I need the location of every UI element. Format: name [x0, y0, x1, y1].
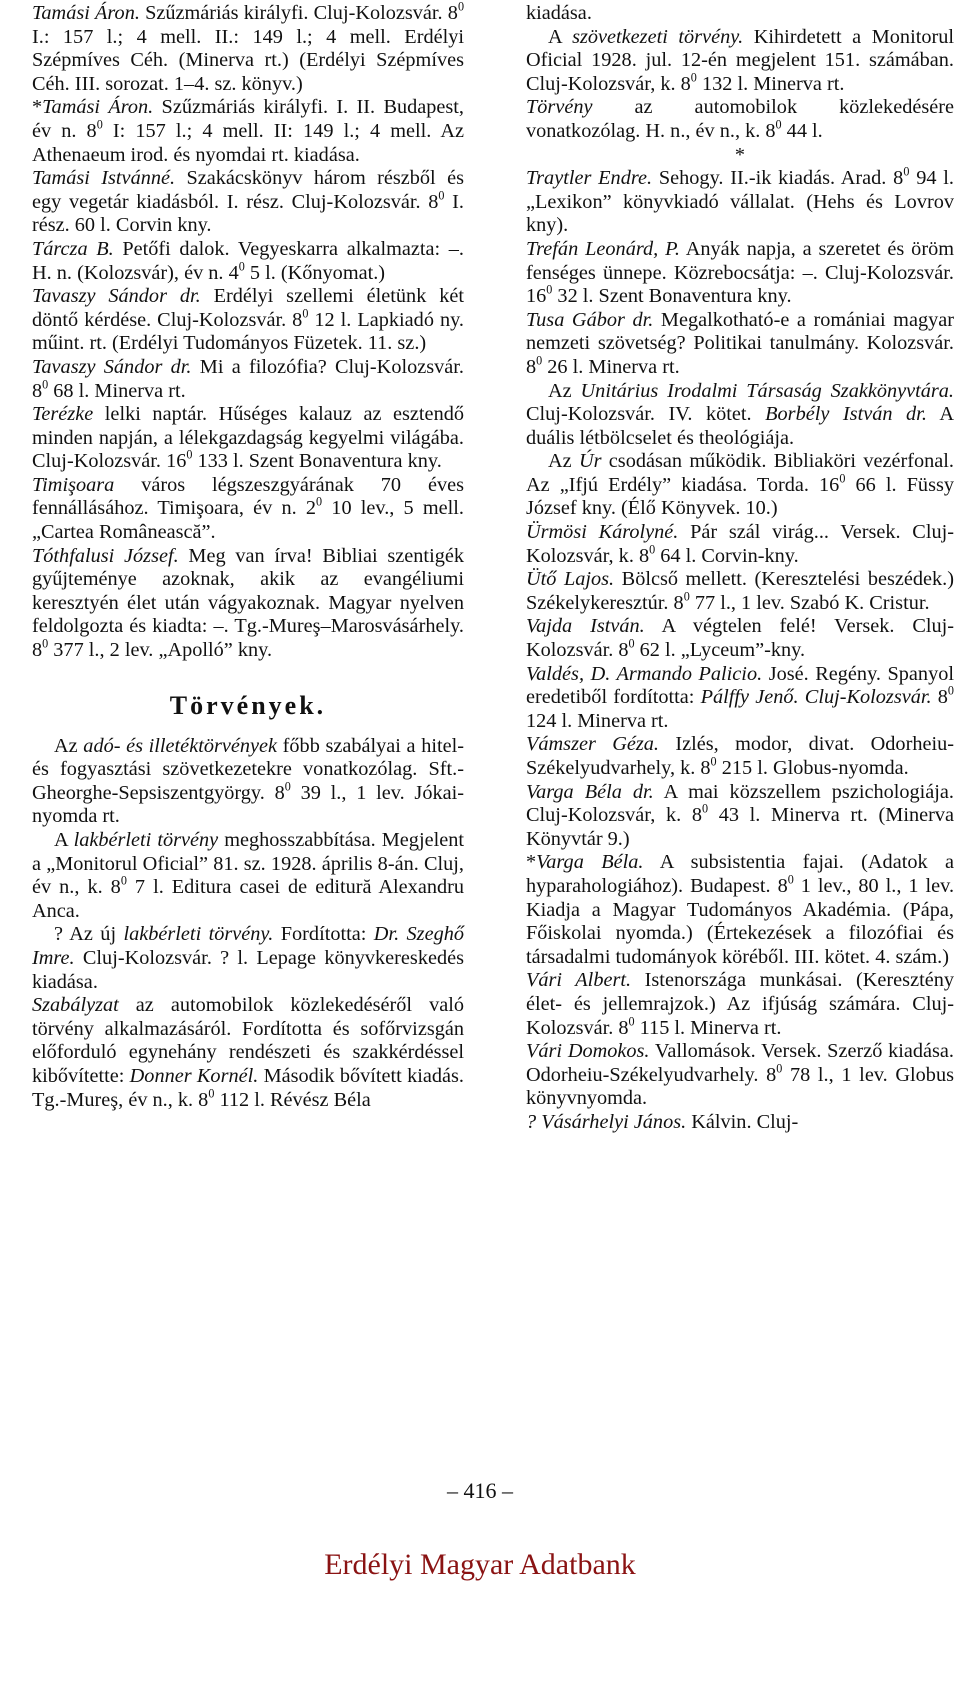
format-superscript: 0	[839, 471, 846, 486]
entry-italic-text: ? Vásárhelyi János.	[526, 1110, 687, 1133]
format-superscript: 0	[284, 779, 291, 794]
bibliography-entry	[32, 96, 464, 167]
entry-text: ? Az új	[54, 923, 124, 946]
entry-text: Szűzmáriás királyfi. Cluj-Kolozsvár. 8	[139, 2, 458, 24]
entry-text: 12 l. Lapkiadó ny. műint. rt. (Erdélyi Tudományos Füzetek. 11. sz.)	[32, 308, 464, 355]
entry-italic-text: Traytler Endre.	[526, 167, 653, 190]
bibliography-entry	[32, 923, 464, 994]
entry-italic-text: Ürmösi Károlyné.	[526, 521, 679, 544]
entry-text: 77 l., 1 lev. Szabó K. Cristur.	[689, 591, 930, 614]
entry-italic-text: Tusa Gábor dr.	[526, 308, 654, 331]
entry-text: Istenországa munkásai. (Keresztény élet- és jellemrajzok.) Az ifjúság számára. Cluj-Kolozsvár. 8	[526, 969, 954, 1039]
entry-italic-text: Tamási Istvánné.	[32, 167, 176, 190]
bibliography-entry	[526, 96, 954, 143]
entry-text: 43 l. Minerva rt. (Minerva Könyvtár 9.)	[526, 804, 954, 850]
bibliography-entry	[526, 521, 954, 568]
bibliography-entry	[526, 380, 954, 451]
entry-text: 44 l.	[781, 119, 823, 142]
left-entries	[32, 2, 464, 663]
entry-text: Petőfi dalok. Vegyeskarra alkalmazta: –. H. n. (Kolozsvár), év n. 4	[32, 237, 465, 284]
format-superscript: 0	[683, 589, 690, 604]
entry-text: meghosszabbítása. Megjelent a „Monitorul Oficial” 81. sz. 1928. április 8-án. Cluj, év n., k. 8	[32, 829, 464, 899]
format-superscript: 0	[701, 801, 709, 816]
entry-text: A duális létbölcselet és theológiája.	[526, 403, 954, 449]
bibliography-entry	[526, 450, 954, 521]
entry-italic-text: Unitárius Irodalmi Társaság Szakkönyvtára.	[580, 379, 955, 402]
entry-text: Izlés, modor, divat. Odorheiu-Székelyudvarhely, k. 8	[526, 733, 954, 779]
entry-text: Szakácskönyv három részből és egy vegetár kiadásból. I. rész. Cluj-Kolozsvár. 8	[32, 167, 464, 213]
bibliography-entry	[526, 26, 954, 97]
format-superscript: 0	[690, 70, 697, 85]
entry-text: Az	[54, 734, 84, 757]
format-superscript: 0	[186, 447, 193, 462]
bibliography-entry	[32, 238, 464, 285]
entry-text: Cluj-Kolozsvár. ? l. Lepage könyvkereskedés kiadása.	[32, 946, 464, 993]
entry-text: Az	[548, 450, 579, 473]
bibliography-entry	[526, 238, 954, 309]
bibliography-entry	[526, 733, 954, 780]
entry-text: 132 l. Minerva rt.	[696, 72, 845, 95]
entry-italic-text: Vámszer Géza.	[526, 733, 659, 756]
bibliography-entry	[526, 851, 954, 969]
bibliography-entry	[526, 309, 954, 380]
format-superscript: 0	[787, 872, 794, 887]
entry-italic-text: adó- és illetéktörvények	[83, 734, 278, 757]
bibliography-entry	[526, 615, 954, 662]
format-superscript: 0	[775, 117, 782, 132]
bibliography-entry	[32, 167, 464, 238]
format-superscript: 0	[457, 0, 465, 14]
entry-text: Anyák napja, a szeretet és öröm fenséges ünnepe. Közrebocsátja: –. Cluj-Kolozsvár. 16	[526, 237, 954, 308]
entry-text: 7 l. Editura casei de editură Alexandru Anca.	[32, 876, 464, 922]
page-number: – 416 –	[447, 1478, 513, 1503]
format-superscript: 0	[438, 188, 445, 203]
bibliography-entry	[526, 1040, 954, 1111]
bibliography-entry	[32, 735, 464, 829]
entry-text: Erdélyi szellemi életünk két döntő kérdése. Cluj-Kolozsvár. 8	[32, 285, 465, 331]
entry-text: Sehogy. II.-ik kiadás. Arad. 8	[652, 167, 904, 190]
entry-text: 78 l., 1 lev. Globus könyvnyomda.	[526, 1063, 954, 1110]
entry-text: I.: 157 l.; 4 mell. II.: 149 l.; 4 mell. Erdélyi Szépmíves Céh. (Minerva rt.) (Erdélyi Szépmíves Céh. III. sorozat. 1–4. sz. könyv.)	[32, 25, 464, 95]
entry-italic-text: Szabályzat	[32, 994, 119, 1017]
entry-text: 115 l. Minerva rt.	[634, 1016, 782, 1039]
format-superscript: 0	[710, 754, 717, 769]
format-superscript: 0	[208, 1086, 215, 1101]
format-superscript: 0	[776, 1061, 783, 1076]
entry-text: 8	[931, 686, 948, 709]
entry-italic-text: szövetkezeti törvény.	[572, 25, 744, 48]
entry-text: 66 l. Füssy József kny. (Élő Könyvek. 10.)	[526, 473, 955, 520]
entry-text: Az	[548, 379, 581, 402]
entry-italic-text: Pálffy Jenő.	[700, 686, 799, 709]
entry-text: Megalkotható-e a romániai magyar nemzeti szövetség? Politikai tanulmány. Kolozsvár. 8	[526, 308, 954, 378]
entry-text: kiadása.	[526, 2, 592, 24]
entry-text: *	[32, 96, 43, 119]
format-superscript: 0	[316, 494, 323, 509]
bibliography-entry	[32, 356, 464, 403]
entry-text: 133 l. Szent Bonaventura kny.	[192, 450, 442, 473]
entry-text: Második bővített kiadás. Tg.-Mureş, év n., k. 8	[32, 1064, 464, 1111]
entry-text: 112 l. Révész Béla	[214, 1088, 371, 1111]
right-entries	[526, 2, 954, 1135]
entry-text: A végtelen felé! Versek. Cluj-Kolozsvár. 8	[526, 615, 955, 662]
entry-italic-text: Vári Albert.	[526, 969, 632, 992]
entry-text: 10 lev., 5 mell. „Cartea Românească”.	[32, 497, 464, 544]
entry-italic-text: Vári Domokos.	[526, 1040, 650, 1063]
left-column	[32, 2, 464, 1112]
entry-text: A	[54, 829, 74, 851]
entry-text: 39 l., 1 lev. Jókai-nyomda rt.	[32, 781, 464, 828]
format-superscript: 0	[947, 683, 954, 698]
entry-italic-text: Terézke	[32, 403, 94, 426]
entry-text: az automobilok közlekedésére vonatkozólag. H. n., év n., k. 8	[526, 96, 954, 142]
entry-italic-text: Tamási Áron.	[32, 2, 140, 24]
section-heading: Törvények.	[169, 690, 327, 720]
entry-text: Bölcső mellett. (Keresztelési beszédek.) Székelykeresztúr. 8	[526, 568, 954, 614]
entry-italic-text: Úr	[578, 450, 602, 473]
entry-italic-text: Cluj-Kolozsvár.	[804, 686, 932, 709]
format-superscript: 0	[42, 636, 49, 651]
entry-italic-text: Donner Kornél.	[129, 1064, 259, 1087]
entry-italic-text: Törvény	[526, 96, 593, 119]
entry-italic-text: Tóthfalusi József.	[32, 544, 179, 567]
right-column	[526, 2, 954, 1135]
footer-watermark: Erdélyi Magyar Adatbank	[324, 1548, 636, 1581]
entry-italic-text: Ütő Lajos.	[526, 568, 615, 591]
entry-text: 124 l. Minerva rt.	[526, 709, 669, 732]
entry-text: Szűzmáriás királyfi. I. II. Budapest, év n. 8	[32, 96, 464, 142]
entry-text: 1 lev., 80 l., 1 lev. Kiadja a Magyar Tudományos Akadémia. (Pápa, Főiskolai nyomda.) (Értekezések a filozófiai és társadalmi tudományok köréből. III. kötet. 4. szám.)	[526, 874, 955, 968]
bibliography-entry	[526, 663, 954, 734]
bibliography-entry	[32, 474, 464, 545]
entry-text: *	[526, 851, 537, 874]
entry-italic-text: Varga Béla dr.	[526, 780, 654, 803]
left-entries-after-heading	[32, 735, 464, 1113]
entry-text: az automobilok közlekedéséről való törvény alkalmazásáról. Fordította és sofőrvizsgán előforduló egynehány rendészeti és szakkérdéssel kibővítette:	[32, 994, 464, 1087]
format-superscript: 0	[903, 164, 910, 179]
bibliography-entry	[526, 164, 955, 238]
format-superscript: 0	[96, 117, 103, 132]
format-superscript: 0	[649, 542, 656, 557]
format-superscript: 0	[42, 376, 49, 391]
entry-italic-text: Trefán Leonárd, P.	[526, 237, 680, 260]
entry-italic-text: Borbély István dr.	[765, 403, 927, 426]
entry-italic-text: Tavaszy Sándor dr.	[32, 285, 201, 308]
entry-text: 68 l. Minerva rt.	[48, 379, 186, 402]
bibliography-entry	[526, 2, 954, 26]
bibliography-entry	[526, 969, 954, 1040]
entry-italic-text: Dr. Szeghő Imre.	[32, 923, 464, 969]
entry-text: Pár szál virág... Versek. Cluj-Kolozsvár, k. 8	[526, 521, 954, 567]
entry-italic-text: Vajda István.	[526, 615, 645, 638]
format-superscript: 0	[628, 636, 635, 651]
bibliography-entry	[32, 2, 464, 96]
entry-text: A mai közszellem pszichologiája. Cluj-Kolozsvár, k. 8	[526, 780, 954, 827]
bibliography-entry	[32, 994, 464, 1112]
bibliography-entry	[32, 545, 464, 663]
entry-text: 94 l. „Lexikon” könyvkiadó vállalat. (Hehs és Lovrov kny).	[526, 167, 955, 237]
entry-italic-text: lakbérleti törvény	[73, 829, 219, 851]
entry-text: 62 l. „Lyceum”-kny.	[634, 639, 806, 662]
bibliography-entry	[32, 403, 464, 474]
entry-text: 215 l. Globus-nyomda.	[716, 757, 909, 779]
entry-italic-text: Timişoara	[32, 473, 115, 496]
entry-text: Meg van írva! Bibliai szentigék gyűjteménye azoknak, akik az evangéliumi keresztyén élet után vágyakoznak. Magyar nyelven feldolgozta és kiadta: –. Tg.-Mureş–Marosvásárhely. 8	[32, 544, 464, 662]
entry-text: 5 l. (Kőnyomat.)	[244, 261, 386, 284]
bibliography-entry	[526, 1111, 954, 1135]
entry-italic-text: Tavaszy Sándor dr.	[32, 355, 192, 378]
entry-italic-text: Tamási Áron.	[42, 96, 154, 119]
bibliography-entry	[32, 829, 464, 923]
bibliography-entry	[526, 568, 954, 615]
entry-text: I: 157 l.; 4 mell. II: 149 l.; 4 mell. Az Athenaeum irod. és nyomdai rt. kiadása.	[32, 119, 464, 166]
entry-text: A	[548, 25, 573, 48]
bibliography-entry	[526, 144, 954, 168]
entry-text: A subsistentia fajai. (Adatok a hyparahologiához). Budapest. 8	[526, 851, 954, 897]
entry-text: *	[734, 143, 746, 166]
entry-italic-text: lakbérleti törvény.	[123, 923, 274, 946]
format-superscript: 0	[120, 873, 127, 888]
bibliography-entry	[32, 285, 464, 356]
format-superscript: 0	[628, 1014, 635, 1029]
entry-text: Mi a filozófia? Cluj-Kolozsvár. 8	[32, 355, 464, 402]
entry-text: város légszeszgyárának 70 éves fennállásához. Timişoara, év n. 2	[32, 473, 464, 520]
format-superscript: 0	[546, 282, 553, 297]
bibliography-entry	[526, 781, 954, 852]
entry-text: lelki naptár. Hűséges kalauz az esztendő minden napján, a lélekgazdagság kegyelmi világába. Cluj-Kolozsvár. 16	[32, 403, 464, 473]
format-superscript: 0	[536, 353, 543, 368]
entry-text: Vallomások. Versek. Szerző kiadása. Odorheiu-Székelyudvarhely. 8	[526, 1040, 955, 1086]
format-superscript: 0	[238, 259, 245, 274]
entry-italic-text: Valdés, D. Armando Palicio.	[526, 662, 763, 685]
entry-italic-text: Tárcza B.	[32, 237, 114, 260]
entry-text: 377 l., 2 lev. „Apolló” kny.	[48, 639, 273, 662]
entry-text: José. Regény. Spanyol eredetiből fordította:	[526, 662, 954, 709]
entry-text: 64 l. Corvin-kny.	[655, 544, 799, 567]
entry-text: Kihirdetett a Monitorul Oficial 1928. jul. 12-én megjelent 151. számában. Cluj-Kolozsvár, k. 8	[526, 25, 955, 95]
entry-text: Cluj-Kolozsvár. IV. kötet.	[526, 403, 766, 426]
entry-italic-text: Varga Béla.	[536, 851, 644, 874]
entry-text: 32 l. Szent Bonaventura kny.	[552, 285, 792, 308]
entry-text: főbb szabályai a hitel- és fogyasztási szövetkezetekre vonatkozólag. Sft.-Gheorghe-Sepsiszentgyörgy. 8	[32, 734, 465, 804]
format-superscript: 0	[302, 306, 309, 321]
entry-text: Kálvin. Cluj-	[686, 1110, 799, 1133]
entry-text: Fordította:	[273, 923, 374, 946]
entry-text: I. rész. 60 l. Corvin kny.	[32, 190, 464, 237]
entry-text: 26 l. Minerva rt.	[542, 355, 680, 378]
entry-text: csodásan működik. Bibliaköri vezérfonal. Az „Ifjú Erdély” kiadása. Torda. 16	[526, 450, 954, 496]
